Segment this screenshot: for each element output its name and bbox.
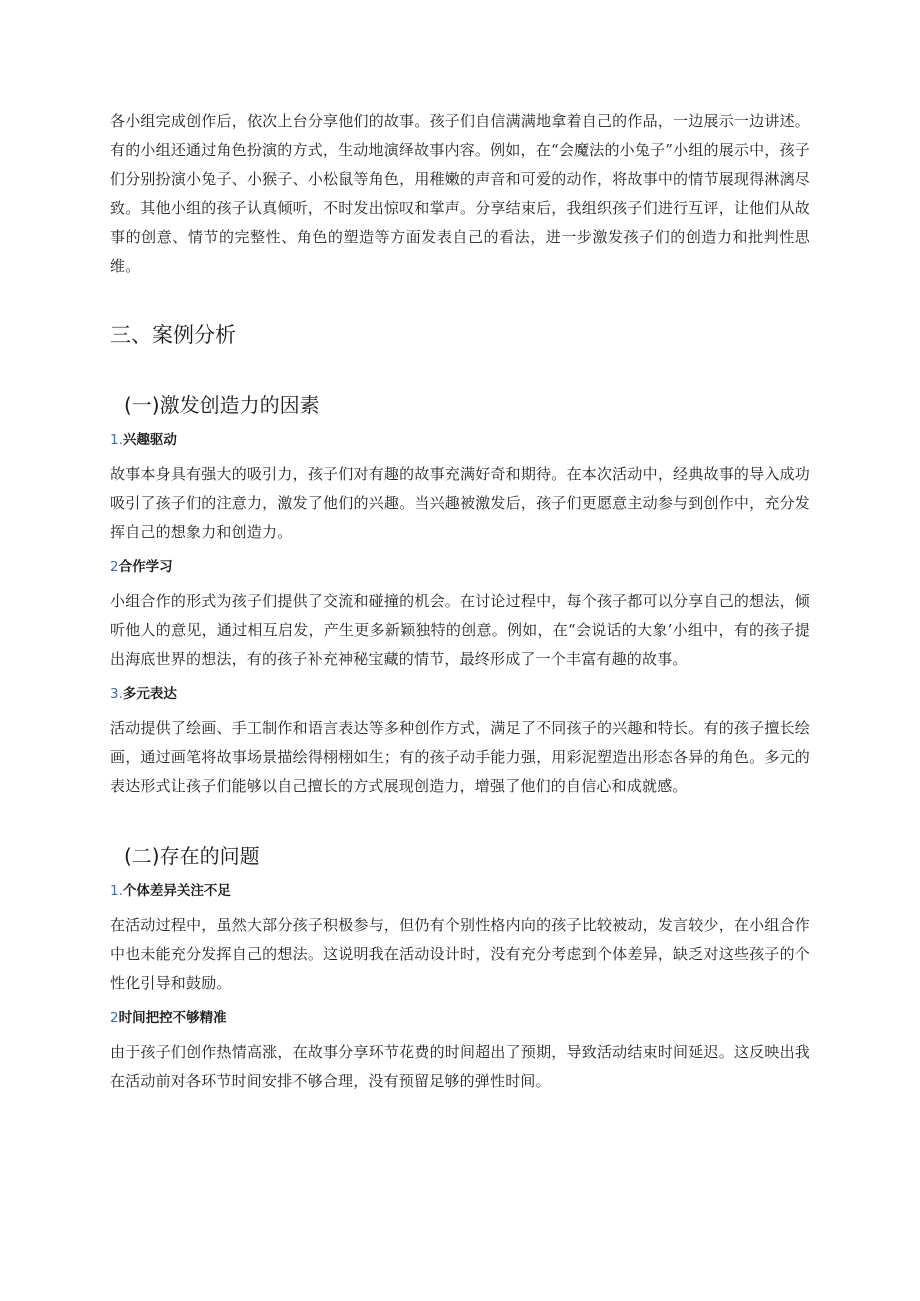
item-number: 3. — [110, 686, 123, 702]
item-title: 合作学习 — [118, 559, 173, 575]
item-number: 2 — [110, 559, 119, 575]
document-page — [110, 107, 810, 1096]
item-paragraph-expression: 活动提供了绘画、手工制作和语言表达等多种创作方式，满足了不同孩子的兴趣和特长。有的孩子擅长绘画，通过画笔将故事场景描绘得栩栩如生；有的孩子动手能力强，用彩泥塑造出形态各异的角色。多元的表达形式让孩子们能够以自己擅长的方式展现创造力，增强了他们的自信心和成就感。 — [110, 719, 810, 795]
item-heading-expression — [110, 683, 810, 705]
item-heading-cooperation — [110, 556, 810, 578]
item-heading-interest — [110, 429, 810, 451]
item-paragraph-time-control: 由于孩子们创作热情高涨，在故事分享环节花费的时间超出了预期，导致活动结束时间延迟。这反映出我在活动前对各环节时间安排不够合理，没有预留足够的弹性时间。 — [110, 1043, 810, 1090]
intro-paragraph: 各小组完成创作后，依次上台分享他们的故事。孩子们自信满满地拿着自己的作品，一边展示一边讲述。有的小组还通过角色扮演的方式，生动地演绎故事内容。例如，在“会魔法的小兔子”小组的展示中，孩子们分别扮演小兔子、小猴子、小松鼠等角色，用稚嫩的声音和可爱的动作，将故事中的情节展现得淋漓尽致。其他小组的孩子认真倾听，不时发出惊叹和掌声。分享结束后，我组织孩子们进行互评，让他们从故事的创意、情节的完整性、角色的塑造等方面发表自己的看法，进一步激发孩子们的创造力和批判性思维。 — [110, 112, 810, 275]
item-title: 兴趣驱动 — [122, 432, 177, 448]
item-title: 多元表达 — [122, 686, 177, 702]
item-title: 时间把控不够精准 — [118, 1010, 227, 1026]
item-paragraph-interest: 故事本身具有强大的吸引力，孩子们对有趣的故事充满好奇和期待。在本次活动中，经典故事的导入成功吸引了孩子们的注意力，激发了他们的兴趣。当兴趣被激发后，孩子们更愿意主动参与到创作中，充分发挥自己的想象力和创造力。 — [110, 465, 810, 541]
item-number: 1. — [110, 432, 123, 448]
item-paragraph-cooperation: 小组合作的形式为孩子们提供了交流和碰撞的机会。在讨论过程中，每个孩子都可以分享自己的想法，倾听他人的意见，通过相互启发，产生更多新颖独特的创意。例如，在“会说话的大象’小组中，有的孩子提出海底世界的想法，有的孩子补充神秘宝藏的情节，最终形成了一个丰富有趣的故事。 — [110, 592, 810, 668]
item-heading-time-control — [110, 1007, 810, 1029]
section-heading-case-analysis: 三、案例分析 — [110, 323, 236, 347]
item-number: 1. — [110, 883, 123, 899]
subsection-heading-creativity-factors: (一)激发创造力的因素 — [124, 393, 320, 417]
subsection-heading-problems: (二)存在的问题 — [124, 844, 260, 868]
item-paragraph-individual-differences: 在活动过程中，虽然大部分孩子积极参与，但仍有个别性格内向的孩子比较被动，发言较少，在小组合作中也未能充分发挥自己的想法。这说明我在活动设计时，没有充分考虑到个体差异，缺乏对这些孩子的个性化引导和鼓励。 — [110, 916, 810, 992]
item-heading-individual-differences — [110, 880, 810, 902]
item-number: 2 — [110, 1010, 119, 1026]
item-title: 个体差异关注不足 — [122, 883, 231, 899]
